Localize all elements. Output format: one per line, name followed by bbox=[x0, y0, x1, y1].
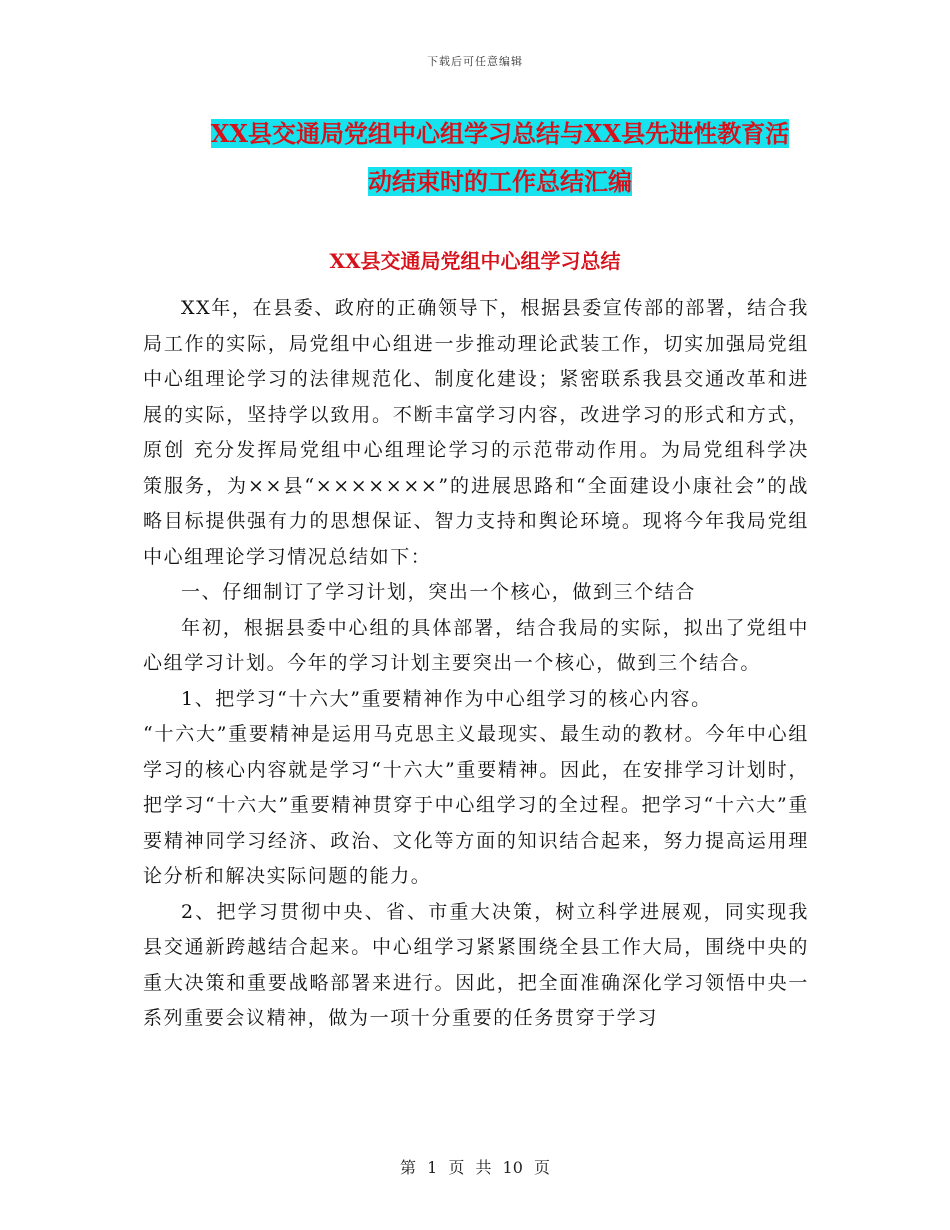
paragraph-point-2: 2、把学习贯彻中央、省、市重大决策，树立科学进展观，同实现我县交通新跨越结合起来。中心组学习紧紧围绕全县工作大局，围绕中央的重大决策和重要战略部署来进行。因此，把全面准确深化学习领悟中央一系列重要会议精神，做为一项十分重要的任务贯穿于学习 bbox=[143, 900, 809, 1029]
page-number: 第 1 页 共 10 页 bbox=[400, 1158, 550, 1177]
document-title bbox=[140, 110, 860, 206]
document-title-line-1: XX县交通局党组中心组学习总结与XX县先进性教育活 bbox=[210, 119, 790, 148]
page-header-note: 下载后可任意编辑 bbox=[427, 55, 523, 68]
paragraph-plan: 年初，根据县委中心组的具体部署，结合我局的实际，拟出了党组中心组学习计划。今年的学习计划主要突出一个核心，做到三个结合。 bbox=[143, 616, 809, 674]
document-body bbox=[143, 291, 809, 1037]
paragraph-heading-1: 一、仔细制订了学习计划，突出一个核心，做到三个结合 bbox=[181, 581, 697, 603]
paragraph-point-1: 1、把学习“十六大”重要精神作为中心组学习的核心内容。 bbox=[181, 687, 712, 710]
paragraph-point-1-detail: “十六大”重要精神是运用马克思主义最现实、最生动的教材。今年中心组学习的核心内容就是学习“十六大”重要精神。因此，在安排学习计划时，把学习“十六大”重要精神贯穿于中心组学习的全过程。把学习“十六大”重要精神同学习经济、政治、文化等方面的知识结合起来，努力提高运用理论分析和解决实际问题的能力。 bbox=[143, 723, 809, 887]
section-title: XX县交通局党组中心组学习总结 bbox=[329, 249, 621, 273]
paragraph-intro: XX年，在县委、政府的正确领导下，根据县委宣传部的部署，结合我局工作的实际，局党组中心组进一步推动理论武装工作，切实加强局党组中心组理论学习的法律规范化、制度化建设；紧密联系我县交通改革和进展的实际，坚持学以致用。不断丰富学习内容，改进学习的形式和方式，原创 充分发挥局党组中心组理论学习的示范带动作用。为局党组科学决策服务，为××县“×××××××”的进展思路和“全面建设小康社会”的战略目标提供强有力的思想保证、智力支持和舆论环境。现将今年我局党组中心组理论学习情况总结如下： bbox=[143, 297, 809, 568]
document-title-line-2: 动结束时的工作总结汇编 bbox=[368, 167, 632, 196]
